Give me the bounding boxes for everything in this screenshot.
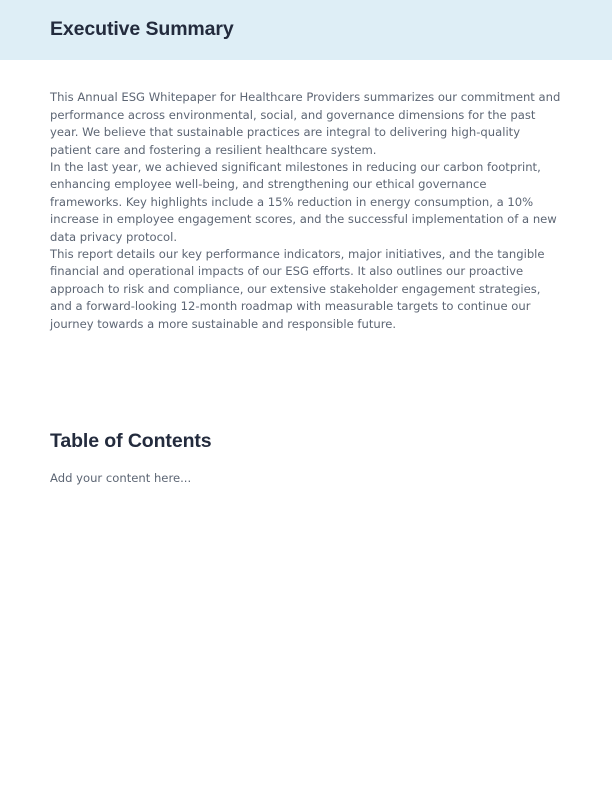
- section-table-of-contents: [0, 429, 612, 488]
- paragraph: In the last year, we achieved significant milestones in reducing our carbon footprint, enhancing employee well-being, and strengthening our ethical governance frameworks. Key highlights include a 15% reduction in energy consumption, a 10% increase in employee engagement scores, and the successful implementation of a new data privacy protocol.: [50, 159, 557, 244]
- table-of-contents-placeholder: Add your content here...: [50, 471, 192, 486]
- section-title-table-of-contents: Table of Contents: [50, 430, 212, 453]
- paragraph: This report details our key performance indicators, major initiatives, and the tangible financial and operational impacts of our ESG efforts. It also outlines our proactive approach to risk and compliance, our extensive stakeholder engagement strategies, and a forward-looking 12-month roadmap with measurable targets to continue our journey towards a more sustainable and responsible future.: [50, 247, 545, 331]
- page-title: Executive Summary: [50, 18, 234, 40]
- spacer-after-header-band: [0, 60, 612, 89]
- section-header-band-executive-summary: [0, 0, 612, 60]
- spacer-title-to-body: [50, 454, 562, 470]
- executive-summary-body: [0, 89, 612, 333]
- paragraph: This Annual ESG Whitepaper for Healthcare Providers summarizes our commitment and performance across environmental, social, and governance dimensions for the past year. We believe that sustainable practices are integral to delivering high-quality patient care and fostering a resilient healthcare system.: [50, 90, 561, 157]
- spacer-between-sections: [0, 333, 612, 429]
